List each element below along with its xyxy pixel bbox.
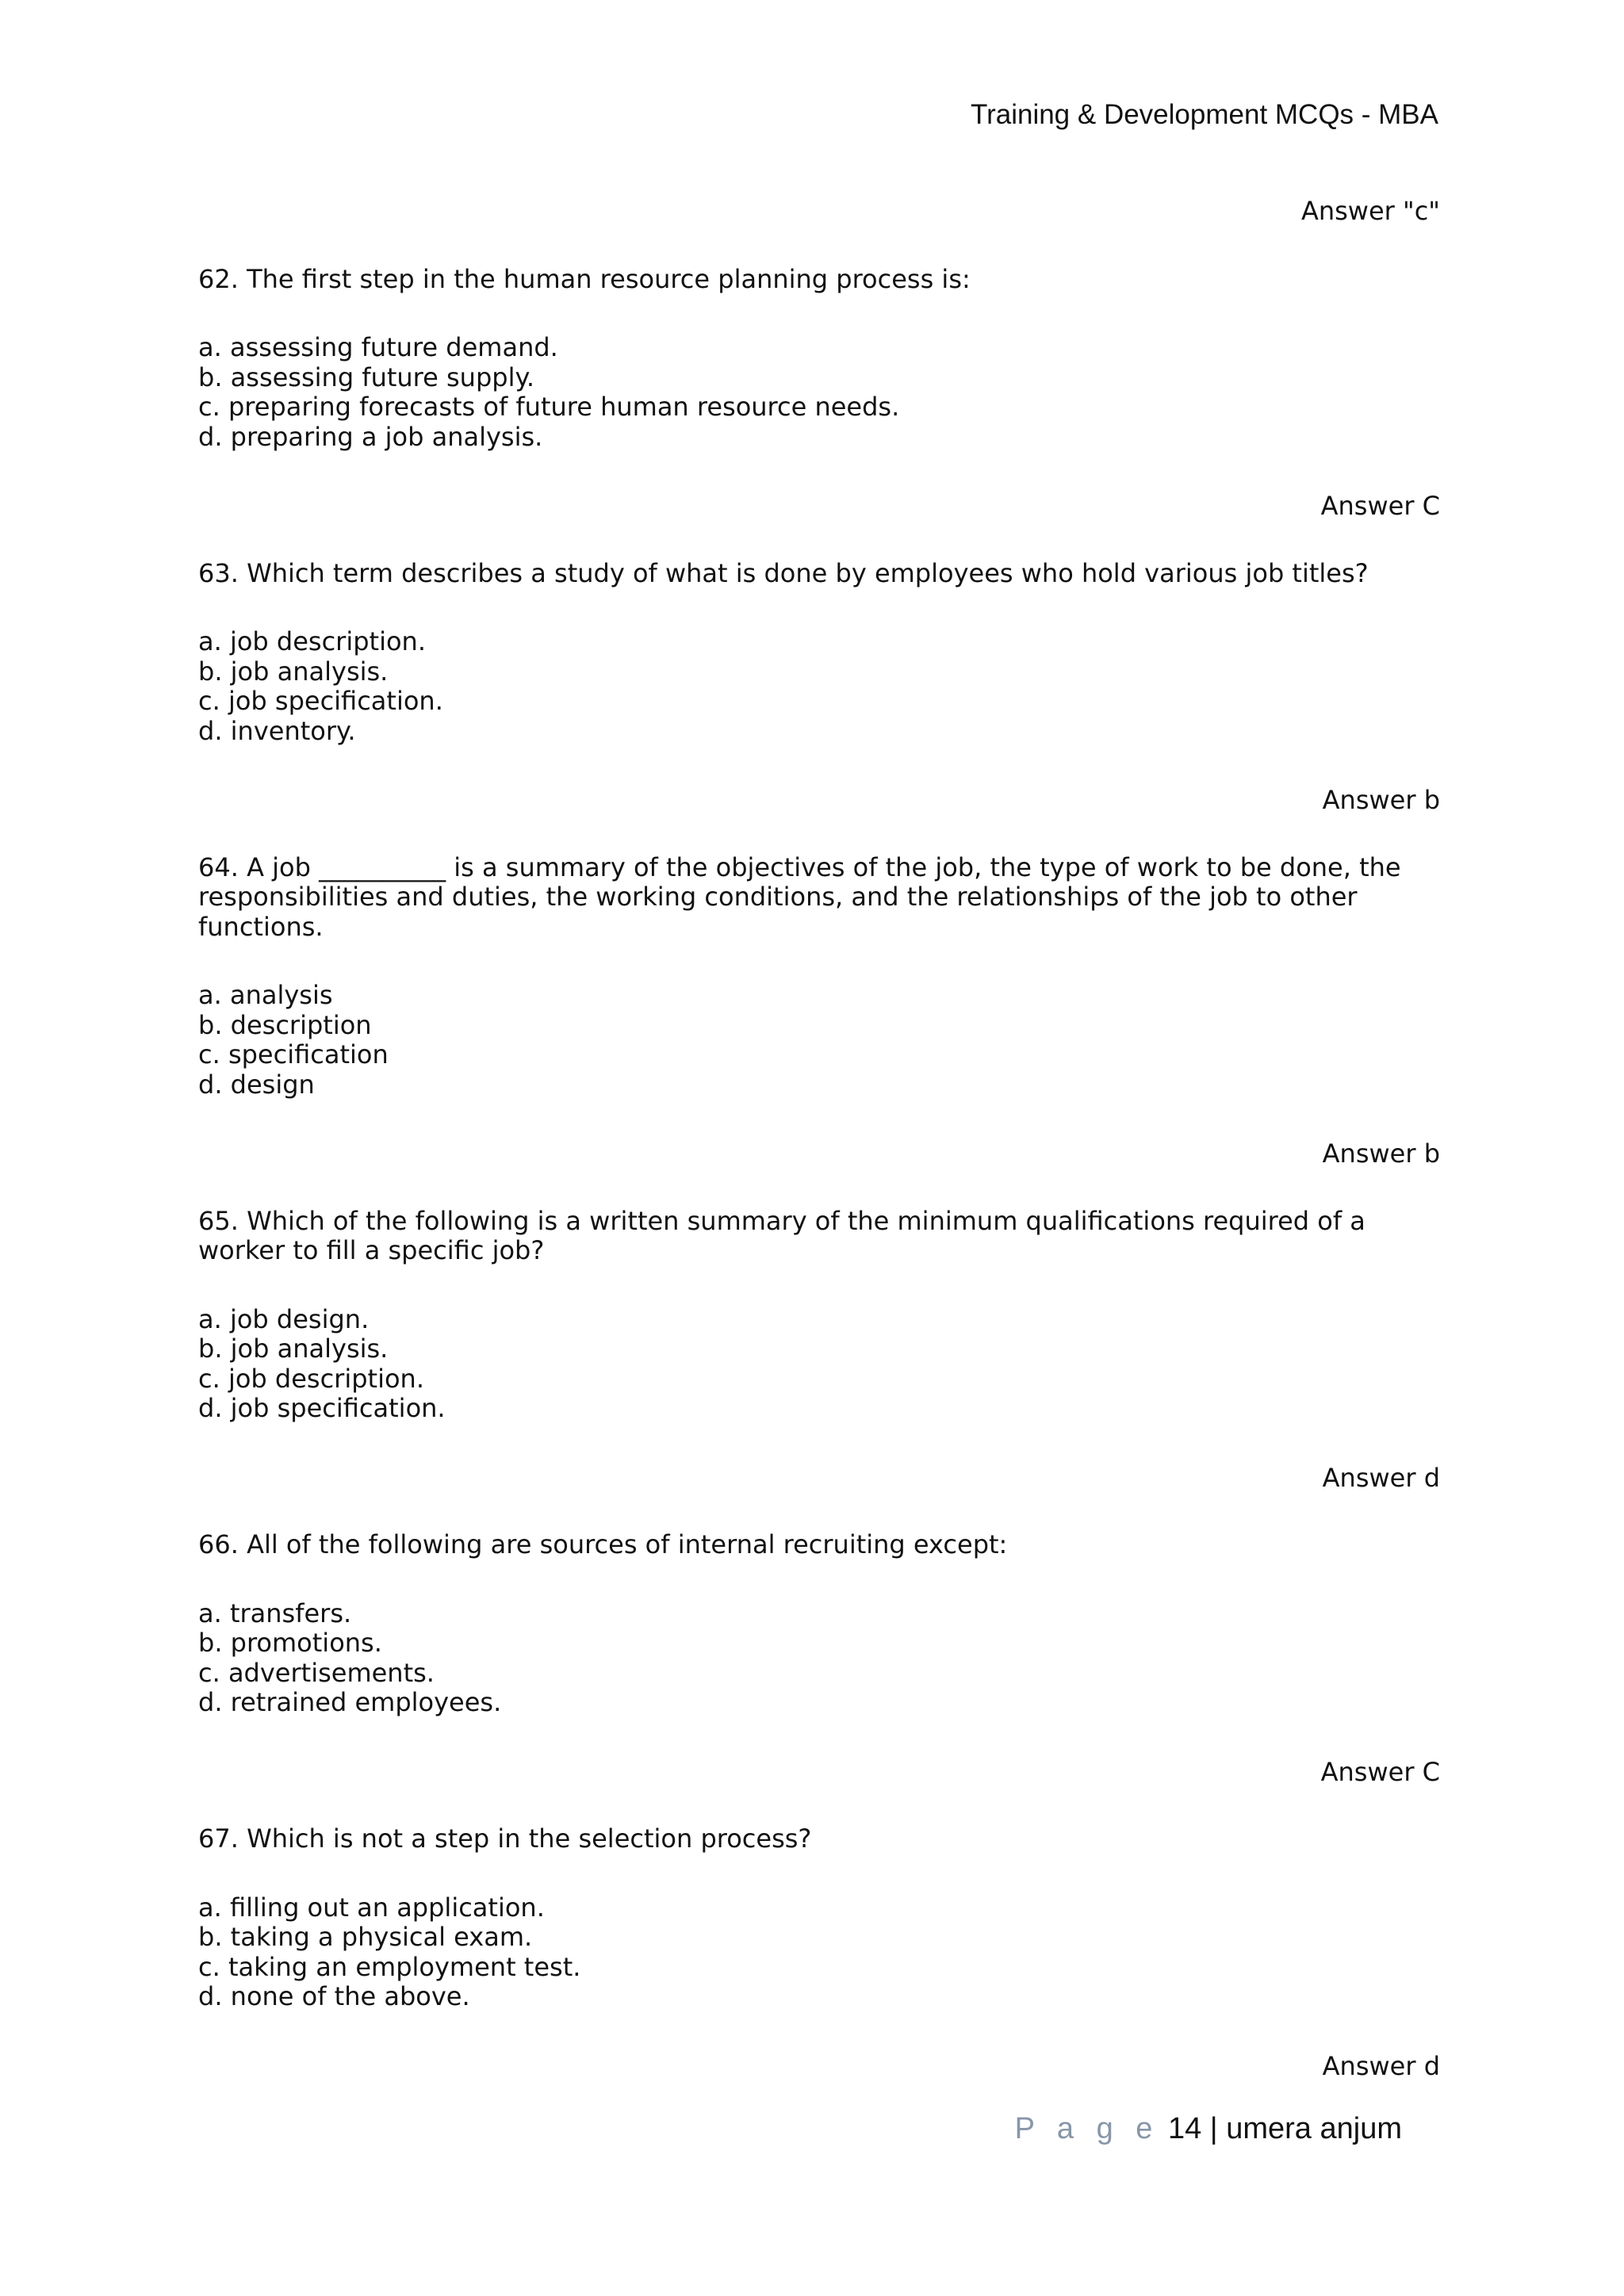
option-d: d. design <box>198 1069 315 1100</box>
page-footer <box>1015 2110 1402 2147</box>
answer-options <box>198 333 1440 452</box>
question-text: 64. A job __________ is a summary of the objectives of the job, the type of work to be done, the responsibilities and duties, the working conditions, and the relationships of the job to other functions. <box>198 851 1401 942</box>
option-c: c. specification <box>198 1039 389 1070</box>
previous-answer: Answer "c" <box>1300 196 1440 226</box>
question-text: 62. The first step in the human resource planning process is: <box>198 263 971 294</box>
option-d: d. job specification. <box>198 1393 446 1423</box>
question-text: 63. Which term describes a study of what is done by employees who hold various job titles? <box>198 557 1369 588</box>
option-d: d. preparing a job analysis. <box>198 421 543 452</box>
answer-66: Answer C <box>1320 1756 1440 1787</box>
author-name: umera anjum <box>1226 2112 1402 2145</box>
footer-separator: | <box>1209 2112 1218 2145</box>
option-d: d. none of the above. <box>198 1981 470 2011</box>
question-text: 66. All of the following are sources of internal recruiting except: <box>198 1529 1008 1559</box>
question-text: 67. Which is not a step in the selection process? <box>198 1823 812 1854</box>
option-a: a. job design. <box>198 1303 370 1334</box>
option-a: a. assessing future demand. <box>198 332 558 362</box>
option-d: d. retrained employees. <box>198 1687 502 1717</box>
question-text: 65. Which of the following is a written summary of the minimum qualifications required of a worker to fill a specific job? <box>198 1205 1365 1265</box>
option-a: a. job description. <box>198 626 426 656</box>
question-65 <box>198 1207 1440 1494</box>
page-label: P a g e <box>1014 2112 1160 2145</box>
option-b: b. promotions. <box>198 1628 382 1658</box>
answer-64: Answer b <box>1322 1138 1440 1169</box>
page-number: 14 <box>1167 2112 1202 2145</box>
answer-options <box>198 1893 1440 2012</box>
answer-62: Answer C <box>1320 491 1440 521</box>
answer-67: Answer d <box>1322 2050 1440 2081</box>
question-63 <box>198 559 1440 816</box>
option-c: c. taking an employment test. <box>198 1951 581 1982</box>
option-a: a. transfers. <box>198 1598 352 1628</box>
answer-options <box>198 1305 1440 1424</box>
option-b: b. taking a physical exam. <box>198 1922 533 1952</box>
option-c: c. job description. <box>198 1363 424 1394</box>
answer-options <box>198 627 1440 746</box>
question-67 <box>198 1824 1440 2081</box>
mcq-content <box>198 197 1440 2118</box>
option-c: c. job specification. <box>198 686 443 716</box>
question-64 <box>198 853 1440 1169</box>
answer-65: Answer d <box>1322 1462 1440 1493</box>
question-66 <box>198 1530 1440 1787</box>
option-c: c. advertisements. <box>198 1657 435 1688</box>
question-62 <box>198 265 1440 522</box>
answer-63: Answer b <box>1322 785 1440 815</box>
option-a: a. filling out an application. <box>198 1892 545 1923</box>
option-b: b. description <box>198 1009 372 1040</box>
answer-options <box>198 1599 1440 1718</box>
option-b: b. job analysis. <box>198 656 389 687</box>
option-b: b. job analysis. <box>198 1334 389 1364</box>
answer-options <box>198 981 1440 1100</box>
option-d: d. inventory. <box>198 715 356 746</box>
option-b: b. assessing future supply. <box>198 362 534 392</box>
header-title: Training & Development MCQs - MBA <box>971 99 1438 130</box>
option-a: a. analysis <box>198 980 333 1010</box>
option-c: c. preparing forecasts of future human resource needs. <box>198 392 900 422</box>
